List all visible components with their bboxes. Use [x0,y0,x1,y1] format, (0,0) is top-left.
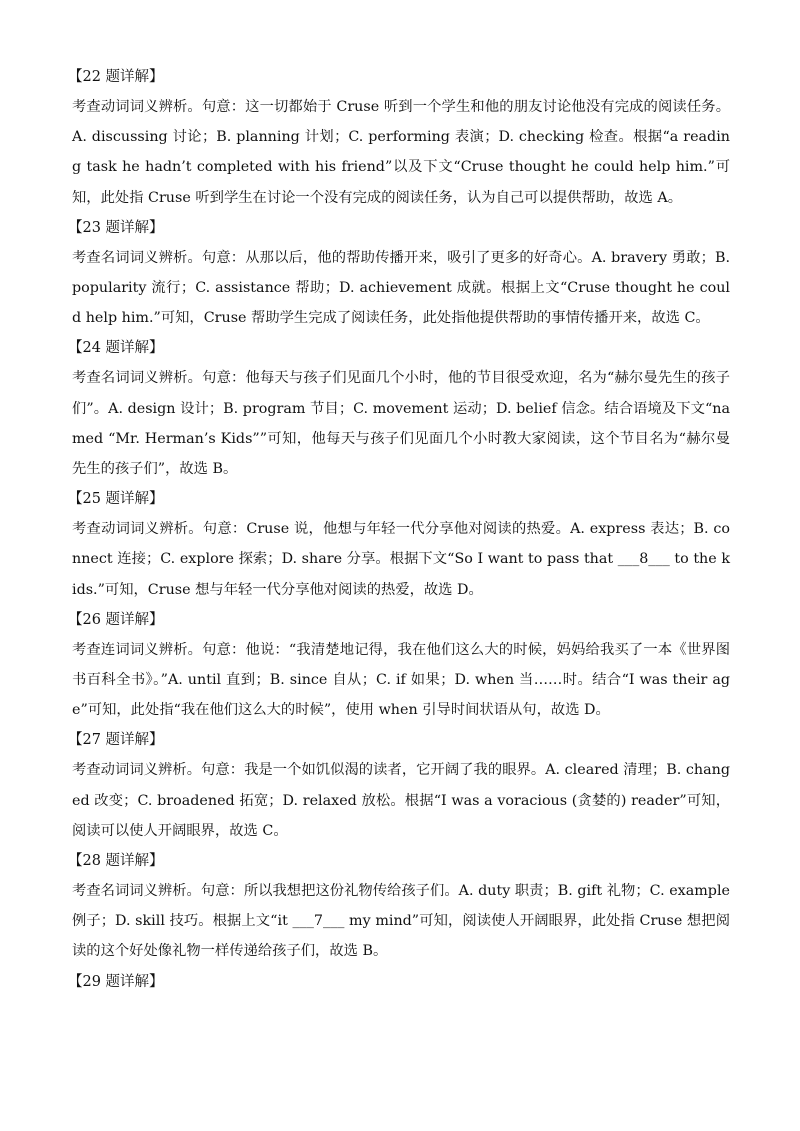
section-heading: 【29 题详解】 [68,973,164,990]
section-27 [68,725,730,846]
section-29 [68,967,730,997]
section-24 [68,333,730,484]
section-paragraph: 考查连词词义辨析。句意：他说：“我清楚地记得，我在他们这么大的时候，妈妈给我买了一本《世界图书百科全书》。”A. until 直到；B. since 自从；C. if 如果；D. when 当……时。结合“I was their age”可知，此处指“我在他们这么大的时候”，使用 when 引导时间状语从句，故选 D。 [72,641,730,719]
section-heading: 【25 题详解】 [68,491,164,508]
section-heading: 【27 题详解】 [68,732,164,749]
section-28 [68,846,730,967]
section-paragraph: 考查动词词义辨析。句意：这一切都始于 Cruse 听到一个学生和他的朋友讨论他没有完成的阅读任务。A. discussing 讨论；B. planning 计划；C. performing 表演；D. checking 检查。根据“a reading task he hadn’t completed with his friend”以及下文“Cruse thought he could help him.”可知，此处指 Cruse 听到学生在讨论一个没有完成的阅读任务，认为自己可以提供帮助，故选 A。 [72,99,730,206]
section-heading: 【26 题详解】 [68,611,164,628]
section-26 [68,605,730,726]
section-heading: 【24 题详解】 [68,340,164,357]
section-paragraph: 考查名词词义辨析。句意：所以我想把这份礼物传给孩子们。A. duty 职责；B. gift 礼物；C. example 例子；D. skill 技巧。根据上文“it ___7___ my mind”可知，阅读使人开阔眼界，此处指 Cruse 想把阅读的这个好处像礼物一样传递给孩子们，故选 B。 [72,883,730,960]
section-paragraph: 考查动词词义辨析。句意：我是一个如饥似渴的读者，它开阔了我的眼界。A. cleared 清理；B. changed 改变；C. broadened 拓宽；D. relaxed 放松。根据“I was a voracious (贪婪的) reader”可知，阅读可以使人开阔眼界，故选 C。 [72,762,730,839]
section-22 [68,62,730,213]
section-paragraph: 考查名词词义辨析。句意：他每天与孩子们见面几个小时，他的节目很受欢迎，名为“赫尔曼先生的孩子们”。A. design 设计；B. program 节目；C. movement 运动；D. belief 信念。结合语境及下文“named “Mr. Herman’s Kids””可知，他每天与孩子们见面几个小时教大家阅读，这个节目名为“赫尔曼先生的孩子们”，故选 B。 [72,370,730,478]
section-paragraph: 考查名词词义辨析。句意：从那以后，他的帮助传播开来，吸引了更多的好奇心。A. bravery 勇敢；B. popularity 流行；C. assistance 帮助；D. achievement 成就。根据上文“Cruse thought he could help him.”可知，Cruse 帮助学生完成了阅读任务，此处指他提供帮助的事情传播开来，故选 C。 [72,249,730,327]
section-25 [68,484,730,605]
section-heading: 【28 题详解】 [68,853,164,870]
section-paragraph: 考查动词词义辨析。句意：Cruse 说，他想与年轻一代分享他对阅读的热爱。A. express 表达；B. connect 连接；C. explore 探索；D. share 分享。根据下文“So I want to pass that ___8___ to the kids.”可知，Cruse 想与年轻一代分享他对阅读的热爱，故选 D。 [72,521,730,598]
section-heading: 【22 题详解】 [68,69,164,85]
section-23 [68,213,730,334]
section-heading: 【23 题详解】 [68,219,164,236]
